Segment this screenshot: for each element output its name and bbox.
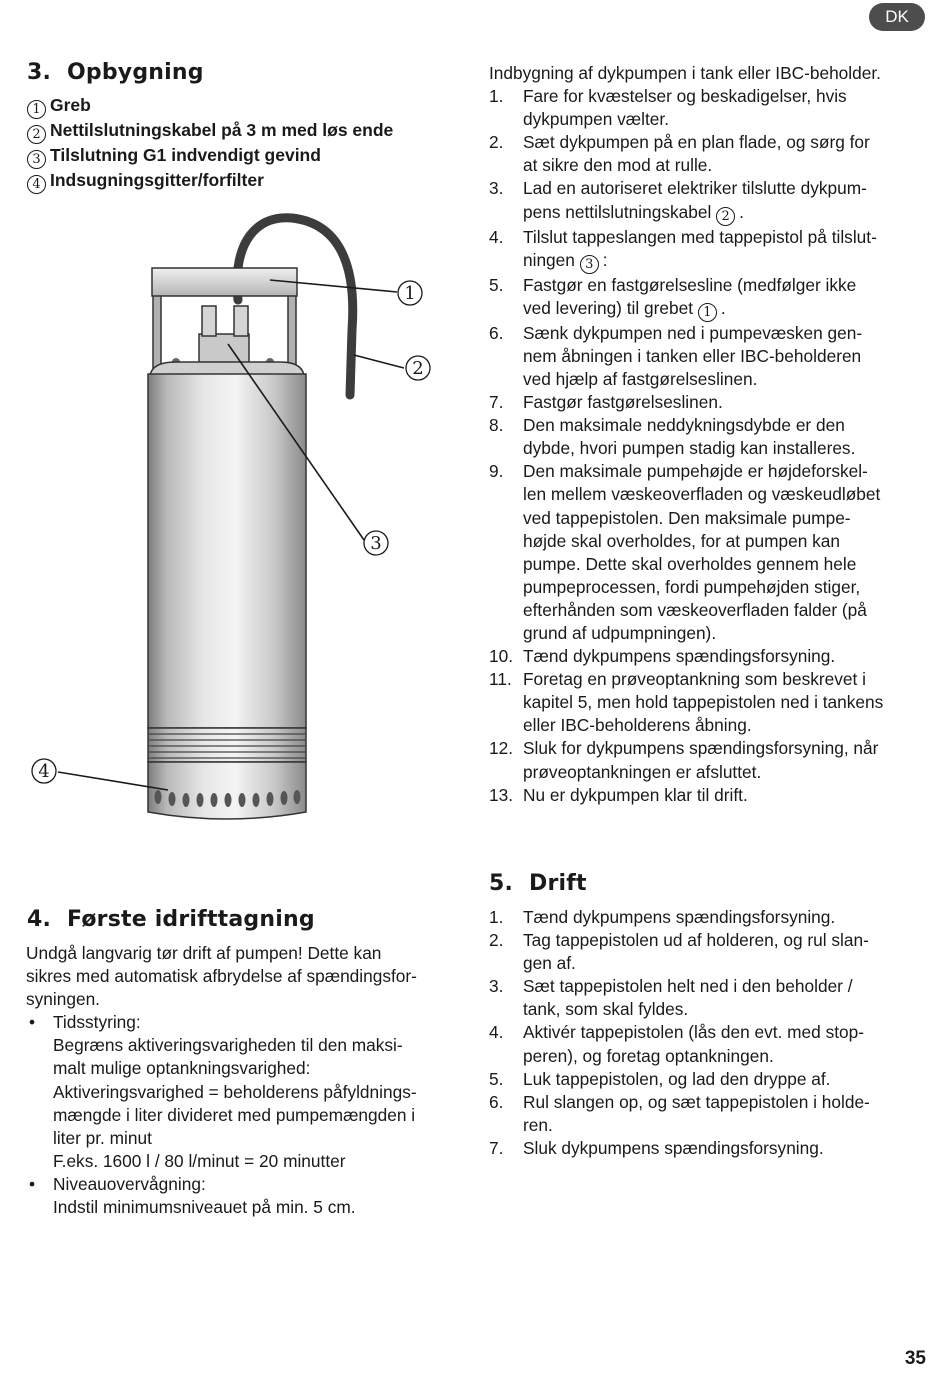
list-item bbox=[489, 1021, 934, 1067]
step-line: dybde, hvori pumpen stadig kan installeres. bbox=[523, 438, 856, 459]
installation-block bbox=[489, 62, 934, 807]
step-number: 5. bbox=[489, 1068, 504, 1089]
list-item bbox=[489, 737, 934, 783]
punctuation: . bbox=[720, 297, 726, 318]
bullet-line: Aktiveringsvarighed = beholderens påfyldnings- bbox=[53, 1081, 417, 1102]
step-line: Rul slangen op, og sæt tappepistolen i holde- bbox=[523, 1091, 870, 1112]
step-line: gen af. bbox=[523, 953, 576, 974]
callout-marker: 1 bbox=[698, 303, 717, 322]
step-number: 7. bbox=[489, 1137, 504, 1158]
bullet-item bbox=[26, 1011, 471, 1173]
legend-label: Greb bbox=[50, 95, 91, 115]
bullet-line: F.eks. 1600 l / 80 l/minut = 20 minutter bbox=[53, 1150, 346, 1171]
section-number: 3. bbox=[27, 60, 52, 85]
section-title: Drift bbox=[529, 871, 587, 896]
step-line: Tænd dykpumpens spændingsforsyning. bbox=[523, 646, 836, 667]
step-line: Sæt dykpumpen på en plan flade, og sørg for bbox=[523, 132, 870, 153]
installation-intro: Indbygning af dykpumpen i tank eller IBC-beholder. bbox=[489, 63, 881, 83]
list-item bbox=[489, 460, 934, 645]
list-item bbox=[489, 274, 934, 322]
section-number: 4. bbox=[27, 907, 52, 932]
step-line: Sænk dykpumpen ned i pumpevæsken gen- bbox=[523, 322, 863, 343]
section-title: Første idrifttagning bbox=[67, 907, 315, 932]
step-line: Lad en autoriseret elektriker tilslutte dykpum- bbox=[523, 178, 867, 199]
step-line bbox=[523, 297, 934, 322]
bullet-symbol: • bbox=[29, 1173, 36, 1194]
step-number: 9. bbox=[489, 461, 504, 482]
list-item bbox=[489, 645, 934, 668]
pump-illustration bbox=[0, 0, 480, 860]
step-number: 7. bbox=[489, 392, 504, 413]
list-item bbox=[489, 177, 934, 225]
step-line: ren. bbox=[523, 1114, 553, 1135]
list-item bbox=[489, 85, 934, 131]
bullet-line: Begræns aktiveringsvarigheden til den maksi- bbox=[53, 1035, 403, 1056]
list-item bbox=[489, 975, 934, 1021]
page-number: 35 bbox=[904, 1348, 926, 1369]
callout-marker: 2 bbox=[716, 207, 735, 226]
step-number: 2. bbox=[489, 132, 504, 153]
bullet-line: liter pr. minut bbox=[53, 1127, 152, 1148]
legend-label: Indsugningsgitter/forfilter bbox=[50, 170, 264, 190]
step-line: grund af udpumpningen). bbox=[523, 622, 717, 643]
step-line: Luk tappepistolen, og lad den dryppe af. bbox=[523, 1068, 831, 1089]
step-line: Fare for kvæstelser og beskadigelser, hvis bbox=[523, 86, 847, 107]
callout-marker: 3 bbox=[27, 150, 46, 169]
step-number: 3. bbox=[489, 976, 504, 997]
step-line: pumpe. Dette skal overholdes gennem hele bbox=[523, 553, 857, 574]
step-number: 3. bbox=[489, 178, 504, 199]
step-number: 4. bbox=[489, 226, 504, 247]
section-number: 5. bbox=[489, 871, 514, 896]
step-number: 11. bbox=[489, 669, 512, 690]
bullet-symbol: • bbox=[29, 1012, 36, 1033]
list-item bbox=[489, 906, 934, 929]
step-line: pumpeprocessen, fordi pumpehøjden stiger, bbox=[523, 576, 861, 597]
bullet-line: Niveauovervågning: bbox=[53, 1173, 206, 1194]
intro-line: sikres med automatisk afbrydelse af spændingsfor- bbox=[26, 966, 417, 987]
bullet-line: mængde i liter divideret med pumpemængden i bbox=[53, 1104, 416, 1125]
step-number: 5. bbox=[489, 274, 504, 295]
step-number: 8. bbox=[489, 415, 504, 436]
bullet-line: malt mulige optankningsvarighed: bbox=[53, 1058, 311, 1079]
step-number: 1. bbox=[489, 86, 504, 107]
step-line: nem åbningen i tanken eller IBC-beholderen bbox=[523, 345, 862, 366]
step-line: efterhånden som væskeoverfladen falder (på bbox=[523, 599, 867, 620]
callout-marker: 3 bbox=[580, 255, 599, 274]
legend-label: Nettilslutningskabel på 3 m med løs ende bbox=[50, 120, 394, 140]
step-line: højde skal overholdes, for at pumpen kan bbox=[523, 530, 841, 551]
step-line: peren), og foretag optankningen. bbox=[523, 1045, 774, 1066]
list-item bbox=[489, 1137, 934, 1160]
step-number: 10. bbox=[489, 646, 514, 667]
punctuation: . bbox=[739, 201, 744, 222]
step-line: Foretag en prøveoptankning som beskrevet i bbox=[523, 669, 866, 690]
step-number: 2. bbox=[489, 930, 504, 951]
handle-bar bbox=[152, 268, 297, 296]
section-5-heading bbox=[489, 871, 587, 896]
step-line: Tag tappepistolen ud af holderen, og rul slan- bbox=[523, 930, 869, 951]
step-line: len mellem væskeoverfladen og væskeudløbet bbox=[523, 484, 881, 505]
step-line: Sæt tappepistolen helt ned i den beholder / bbox=[523, 976, 853, 997]
intake-grid bbox=[148, 762, 306, 819]
leader-line-2 bbox=[354, 355, 404, 368]
intro-line: syningen. bbox=[26, 989, 100, 1010]
installation-steps bbox=[489, 85, 934, 807]
step-line: dykpumpen vælter. bbox=[523, 109, 670, 130]
step-number: 4. bbox=[489, 1022, 504, 1043]
step-line: ved hjælp af fastgørelseslinen. bbox=[523, 368, 758, 389]
punctuation: : bbox=[602, 249, 608, 270]
callout-marker: 2 bbox=[27, 125, 46, 144]
step-line: Nu er dykpumpen klar til drift. bbox=[523, 784, 748, 805]
step-line: Den maksimale neddykningsdybde er den bbox=[523, 415, 845, 436]
bullet-item bbox=[26, 1173, 471, 1219]
callout-1: 1 bbox=[404, 283, 416, 304]
step-line: Tilslut tappeslangen med tappepistol på tilslut- bbox=[523, 226, 877, 247]
list-item bbox=[489, 414, 934, 460]
step-line: Sluk for dykpumpens spændingsforsyning, når bbox=[523, 738, 879, 759]
list-item bbox=[489, 322, 934, 391]
callout-3: 3 bbox=[370, 533, 382, 554]
step-number: 6. bbox=[489, 322, 504, 343]
step-line: at sikre den mod at rulle. bbox=[523, 155, 713, 176]
list-item bbox=[489, 668, 934, 737]
step-line: eller IBC-beholderens åbning. bbox=[523, 715, 752, 736]
callout-4: 4 bbox=[38, 761, 50, 782]
step-line bbox=[523, 201, 934, 226]
operation-steps bbox=[489, 906, 934, 1160]
callout-marker: 4 bbox=[27, 175, 46, 194]
callout-2: 2 bbox=[412, 358, 424, 379]
step-number: 6. bbox=[489, 1091, 504, 1112]
bullet-line: Tidsstyring: bbox=[53, 1012, 141, 1033]
step-text: ningen bbox=[523, 249, 575, 270]
list-item bbox=[489, 131, 934, 177]
callout-marker: 1 bbox=[27, 100, 46, 119]
step-line: Fastgør fastgørelseslinen. bbox=[523, 392, 723, 413]
pump-body bbox=[148, 374, 306, 728]
section-5-body bbox=[489, 906, 934, 1160]
list-item bbox=[489, 1091, 934, 1137]
section-4-body bbox=[26, 942, 471, 1219]
list-item bbox=[489, 929, 934, 975]
list-item bbox=[489, 1068, 934, 1091]
step-line: Den maksimale pumpehøjde er højdeforskel- bbox=[523, 461, 868, 482]
legend-label: Tilslutning G1 indvendigt gevind bbox=[50, 145, 321, 165]
step-line: Aktivér tappepistolen (lås den evt. med stop- bbox=[523, 1022, 865, 1043]
list-item bbox=[489, 391, 934, 414]
step-line: kapitel 5, men hold tappepistolen ned i tankens bbox=[523, 692, 884, 713]
intro-line: Undgå langvarig tør drift af pumpen! Dette kan bbox=[26, 943, 382, 963]
step-line: ved tappepistolen. Den maksimale pumpe- bbox=[523, 507, 851, 528]
step-text: pens nettilslutningskabel bbox=[523, 201, 712, 222]
list-item bbox=[489, 226, 934, 274]
language-badge: DK bbox=[869, 3, 925, 31]
step-number: 12. bbox=[489, 738, 514, 759]
section-4-heading bbox=[27, 907, 315, 932]
step-text: ved levering) til grebet bbox=[523, 297, 694, 318]
step-line: tank, som skal fyldes. bbox=[523, 999, 689, 1020]
step-line: Tænd dykpumpens spændingsforsyning. bbox=[523, 907, 836, 927]
bullet-line: Indstil minimumsniveauet på min. 5 cm. bbox=[53, 1197, 356, 1218]
step-line: Fastgør en fastgørelsesline (medfølger ikke bbox=[523, 274, 857, 295]
step-line bbox=[523, 249, 934, 274]
section-title: Opbygning bbox=[67, 60, 204, 85]
list-item bbox=[489, 784, 934, 807]
step-line: Sluk dykpumpens spændingsforsyning. bbox=[523, 1137, 824, 1158]
step-number: 13. bbox=[489, 784, 514, 805]
step-number: 1. bbox=[489, 907, 504, 927]
step-line: prøveoptankningen er afsluttet. bbox=[523, 761, 762, 782]
